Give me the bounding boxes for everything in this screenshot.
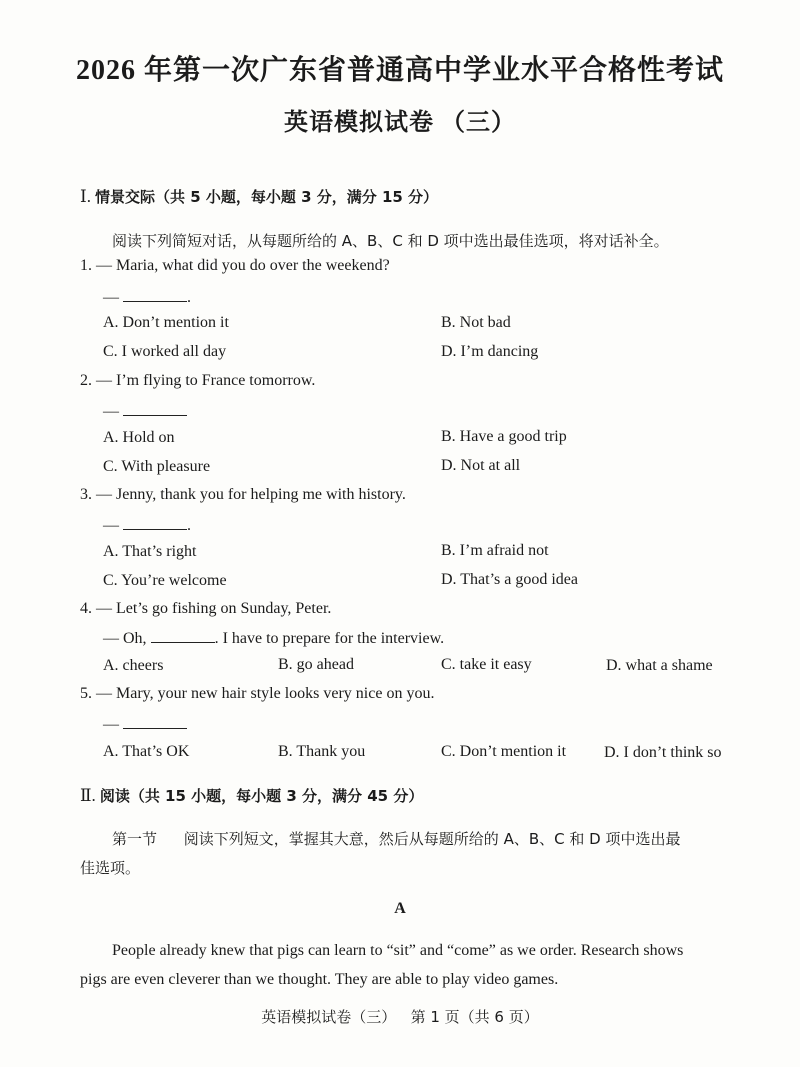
question-5-option-c: C. Don’t mention it: [441, 743, 567, 760]
reply-suffix: .: [187, 289, 191, 306]
question-5-option-b: B. Thank you: [278, 743, 366, 760]
answer-blank: [123, 401, 187, 416]
reply-prefix: —: [103, 517, 119, 534]
question-1-option-a: A. Don’t mention it: [103, 314, 229, 331]
exam-title: 2026 年第一次广东省普通高中学业水平合格性考试: [75, 55, 724, 86]
part-label: 第一节: [112, 830, 158, 848]
section2-instruction: [112, 828, 680, 849]
question-1-option-c: C. I worked all day: [103, 343, 227, 360]
question-3-option-b: B. I’m afraid not: [441, 542, 549, 559]
section1-heading-text: 情景交际（共 5 小题，每小题 3 分，满分 15 分）: [94, 188, 439, 206]
answer-blank: [123, 287, 187, 302]
reply-suffix: . I have to prepare for the interview.: [214, 630, 445, 647]
reply-prefix: — Oh,: [103, 630, 147, 647]
section1-heading: [80, 186, 438, 207]
answer-blank: [123, 515, 187, 530]
question-4-option-b: B. go ahead: [278, 656, 354, 673]
page-footer: 英语模拟试卷（三） 第 1 页（共 6 页）: [261, 1008, 539, 1026]
question-1-option-d: D. I’m dancing: [441, 343, 539, 360]
question-4-reply: [103, 628, 444, 648]
section2-number: Ⅱ.: [80, 786, 96, 805]
question-3-prompt: 3. — Jenny, thank you for helping me with history.: [80, 486, 406, 503]
reply-prefix: —: [103, 289, 119, 306]
passage-line-2: pigs are even cleverer than we thought. They are able to play video games.: [80, 971, 559, 988]
question-5-option-a: A. That’s OK: [103, 743, 190, 760]
instruction-line-1: 阅读下列短文，掌握其大意，然后从每题所给的 A、B、C 和 D 项中选出最: [183, 830, 681, 848]
question-2-reply: [103, 401, 187, 421]
question-5-reply: [103, 714, 187, 734]
question-2-option-a: A. Hold on: [103, 429, 175, 446]
question-3-option-d: D. That’s a good idea: [441, 571, 579, 588]
question-3-option-c: C. You’re welcome: [103, 572, 227, 589]
question-2-prompt: 2. — I’m flying to France tomorrow.: [80, 372, 316, 389]
question-1-prompt: 1. — Maria, what did you do over the weekend?: [80, 257, 390, 274]
question-4-option-c: C. take it easy: [441, 656, 532, 673]
section2-heading: [80, 785, 423, 806]
exam-subtitle: 英语模拟试卷 （三）: [284, 110, 516, 136]
section1-number: Ⅰ.: [80, 187, 91, 206]
question-5-prompt: 5. — Mary, your new hair style looks very nice on you.: [80, 685, 435, 702]
question-3-option-a: A. That’s right: [103, 543, 197, 560]
passage-title: A: [394, 900, 406, 917]
question-4-option-a: A. cheers: [103, 657, 164, 674]
question-1-option-b: B. Not bad: [441, 314, 511, 331]
answer-blank: [123, 714, 187, 729]
reply-suffix: .: [187, 517, 191, 534]
question-4-option-d: D. what a shame: [606, 657, 713, 674]
question-3-reply: [103, 515, 191, 535]
question-1-reply: [103, 287, 191, 307]
question-2-option-b: B. Have a good trip: [441, 428, 567, 445]
reply-prefix: —: [103, 716, 119, 733]
section1-instruction: 阅读下列简短对话，从每题所给的 A、B、C 和 D 项中选出最佳选项，将对话补全。: [112, 232, 669, 250]
answer-blank: [151, 628, 215, 643]
question-2-option-c: C. With pleasure: [103, 458, 211, 475]
passage-line-1: People already knew that pigs can learn to “sit” and “come” as we order. Research shows: [112, 942, 684, 959]
question-2-option-d: D. Not at all: [441, 457, 521, 474]
question-4-prompt: 4. — Let’s go fishing on Sunday, Peter.: [80, 600, 332, 617]
instruction-line-2: 佳选项。: [80, 859, 141, 877]
question-5-option-d: D. I don’t think so: [604, 744, 722, 761]
reply-prefix: —: [103, 403, 119, 420]
section2-heading-text: 阅读（共 15 小题，每小题 3 分，满分 45 分）: [99, 787, 424, 805]
